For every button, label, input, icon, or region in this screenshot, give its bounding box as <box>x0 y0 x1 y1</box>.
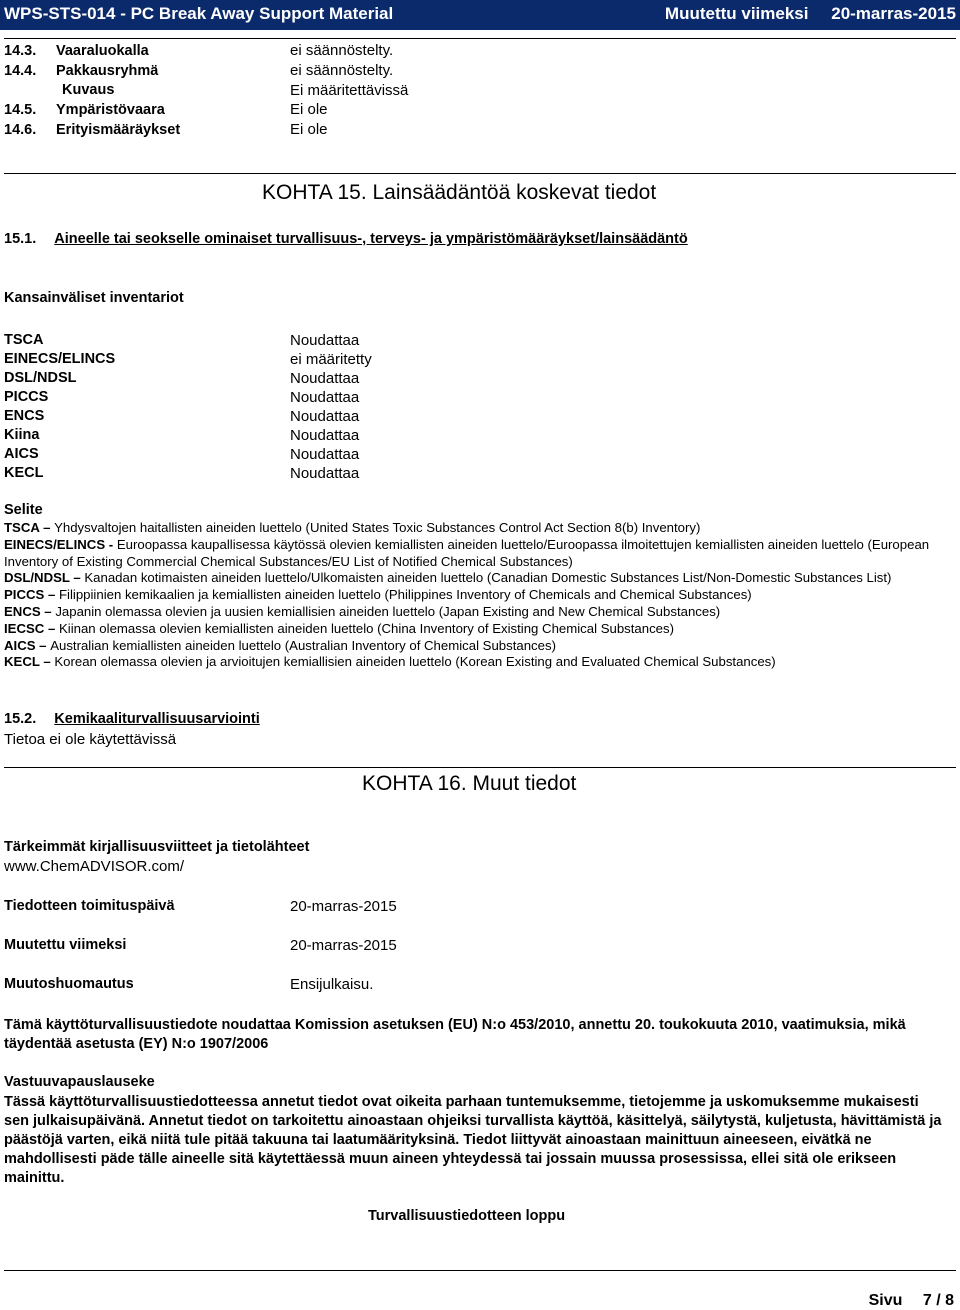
document-end: Turvallisuustiedotteen loppu <box>368 1208 566 1224</box>
compliance-text: Tämä käyttöturvallisuustiedote noudattaa Komission asetuksen (EU) N:o 453/2010, annettu 20. toukokuuta 2010, vaatimuksia, mikä täydentää asetusta (EY) N:o 1907/2006 <box>4 1017 906 1052</box>
inventory-status: Noudattaa <box>290 389 360 406</box>
legend-sep: - <box>105 536 117 552</box>
legend-abbr: IECSC <box>4 620 45 636</box>
sub2-title: Kemikaaliturvallisuusarviointi <box>54 711 260 727</box>
inventory-name: EINECS/ELINCS <box>4 351 116 367</box>
legend-sep: – <box>35 637 51 653</box>
row-label: Pakkausryhmä <box>56 63 159 79</box>
inventory-status: Noudattaa <box>290 370 360 387</box>
inventory-status: Noudattaa <box>290 408 360 425</box>
section16-rule <box>4 767 956 768</box>
row-value: Ei ole <box>290 121 328 138</box>
issue-date-value: 20-marras-2015 <box>290 898 397 915</box>
inventory-status: Noudattaa <box>290 332 360 349</box>
legend-text: Euroopassa kaupallisessa käytössä olevien kemiallisten aineiden luettelo/Euroopassa ilmoitettujen kemiallisten aineiden luettelo (European Inventory of Existing Commercial Chemical Substances/EU List of Notified Chemical Substances) <box>4 536 930 569</box>
inventory-name: AICS <box>4 446 39 462</box>
section15-title: KOHTA 15. Lainsäädäntöä koskevat tiedot <box>262 181 657 204</box>
legend-abbr: TSCA <box>4 520 40 535</box>
legend-item <box>4 570 956 587</box>
revised-value: 20-marras-2015 <box>290 937 397 954</box>
sub1-num: 15.1. <box>4 231 37 247</box>
legend-text: Australian kemiallisten aineiden luettelo (Australian Inventory of Chemical Substances) <box>50 637 556 653</box>
inventory-status: ei määritetty <box>290 351 372 368</box>
revised-label: Muutettu viimeksi <box>4 937 127 953</box>
inventory-name: KECL <box>4 465 44 481</box>
row-num: 14.6. <box>4 122 37 138</box>
row-num: 14.5. <box>4 102 37 118</box>
legend <box>4 520 956 671</box>
page-indicator <box>869 1292 954 1310</box>
header-revised-date: 20-marras-2015 <box>831 4 956 23</box>
legend-item <box>4 537 956 571</box>
page-value: 7 / 8 <box>922 1292 954 1309</box>
sub2-text: Tietoa ei ole käytettävissä <box>4 731 177 748</box>
inventory-names <box>4 331 115 483</box>
row-label: Vaaraluokalla <box>56 43 149 59</box>
legend-text: Kanadan kotimaisten aineiden luettelo/Ulkomaisten aineiden luettelo (Canadian Domestic Substances List/Non-Domestic Substances List) <box>84 570 892 586</box>
inventory-statuses <box>290 331 372 483</box>
legend-sep: – <box>39 520 55 535</box>
inventory-status: Noudattaa <box>290 427 360 444</box>
sub1-title: Aineelle tai seokselle ominaiset turvallisuus-, terveys- ja ympäristömääräykset/lainsäädäntö <box>54 231 688 247</box>
header-revised-label: Muutettu viimeksi <box>664 4 809 23</box>
row-num: 14.3. <box>4 43 37 59</box>
issue-date-label: Tiedotteen toimituspäivä <box>4 898 175 914</box>
legend-sep: – <box>39 654 55 670</box>
legend-item <box>4 520 956 537</box>
disclaimer <box>4 1093 944 1188</box>
sub1-heading <box>4 231 714 247</box>
inventory-name: PICCS <box>4 389 49 405</box>
inventory-status: Noudattaa <box>290 465 360 482</box>
row-label: Ympäristövaara <box>56 102 165 118</box>
legend-abbr: KECL <box>4 654 40 670</box>
page-label: Sivu <box>868 1292 903 1309</box>
section15-rule <box>4 173 956 174</box>
refs-title: Tärkeimmät kirjallisuusviitteet ja tietolähteet <box>4 839 310 855</box>
row-num: 14.4. <box>4 63 37 79</box>
legend-sep: – <box>44 620 59 636</box>
doc-id: WPS-STS-014 - <box>4 4 126 23</box>
legend-item <box>4 604 956 621</box>
legend-abbr: PICCS <box>4 587 45 603</box>
doc-title: PC Break Away Support Material <box>130 4 394 23</box>
legend-sep: – <box>69 570 85 586</box>
sub2-num: 15.2. <box>4 711 37 727</box>
legend-abbr: EINECS/ELINCS <box>4 536 106 552</box>
legend-abbr: ENCS <box>4 603 41 619</box>
transport-values <box>290 41 408 140</box>
refs-url: www.ChemADVISOR.com/ <box>4 858 185 875</box>
legend-abbr: AICS <box>4 637 36 653</box>
sub2-heading <box>4 711 276 727</box>
legend-sep: – <box>40 603 56 619</box>
legend-item <box>4 654 956 671</box>
legend-item <box>4 587 956 604</box>
section16-title: KOHTA 16. Muut tiedot <box>362 772 577 795</box>
row-num <box>4 81 36 100</box>
inventory-name: ENCS <box>4 408 45 424</box>
legend-text: Korean olemassa olevien ja arvioitujen kemiallisien aineiden luettelo (Korean Existing and Evaluated Chemical Substances) <box>54 654 776 670</box>
compliance-statement <box>4 1016 944 1054</box>
revision-note-label: Muutoshuomautus <box>4 976 134 992</box>
row-value: ei säännöstelty. <box>290 62 394 79</box>
revision-note-value: Ensijulkaisu. <box>290 976 374 993</box>
row-value: Ei ole <box>290 101 328 118</box>
disclaimer-title: Vastuuvapauslauseke <box>4 1074 155 1090</box>
transport-nums <box>4 41 36 140</box>
legend-item <box>4 621 956 638</box>
legend-abbr: DSL/NDSL <box>4 570 70 586</box>
inventory-name: Kiina <box>4 427 40 443</box>
row-value: ei säännöstelty. <box>290 42 394 59</box>
inventory-status: Noudattaa <box>290 446 360 463</box>
inventories-title: Kansainväliset inventariot <box>4 290 184 306</box>
row-value: Ei määritettävissä <box>290 82 409 99</box>
document-header <box>0 0 960 30</box>
legend-title: Selite <box>4 502 43 518</box>
legend-item <box>4 638 956 655</box>
legend-text: Yhdysvaltojen haitallisten aineiden luettelo (United States Toxic Substances Control Act Section 8(b) Inventory) <box>54 520 701 535</box>
row-label: Kuvaus <box>62 82 115 98</box>
inventory-name: TSCA <box>4 332 44 348</box>
disclaimer-text: Tässä käyttöturvallisuustiedotteessa annetut tiedot ovat oikeita parhaan tuntemuksemme, tietojemme ja uskomuksemme mukaisesti sen julkaisupäivänä. Annetut tiedot on tarkoitettu ainoastaan ohjeiksi turvallista käyttöä, käsittelyä, säilytystä, kuljetusta, hävittämistä ja päästöjä varten, eikä niitä tule pitää takuuna tai laatumäärityksinä. Tiedot liittyvät ainoastaan mainittuun aineeseen, eivätkä ne mahdollisesti päde tälle aineelle sitä käytettäessä muun aineen yhteydessä tai jossain muussa prosessissa, ellei sitä ole erikseen mainittu. <box>4 1094 942 1186</box>
header-right <box>647 4 956 24</box>
legend-text: Filippiinien kemikaalien ja kemiallisten aineiden luettelo (Philippines Inventory of Chemicals and Chemical Substances) <box>58 587 752 603</box>
row-label: Erityismääräykset <box>56 122 181 138</box>
transport-labels <box>56 41 180 140</box>
legend-text: Kiinan olemassa olevien kemiallisten aineiden luettelo (China Inventory of Existing Chemical Substances) <box>58 620 674 636</box>
footer-rule <box>4 1270 956 1271</box>
legend-text: Japanin olemassa olevien ja uusien kemiallisien aineiden luettelo (Japan Existing and New Chemical Substances) <box>55 603 721 619</box>
header-rule <box>4 38 956 39</box>
header-left <box>4 4 393 24</box>
legend-sep: – <box>44 587 59 603</box>
inventory-name: DSL/NDSL <box>4 370 77 386</box>
